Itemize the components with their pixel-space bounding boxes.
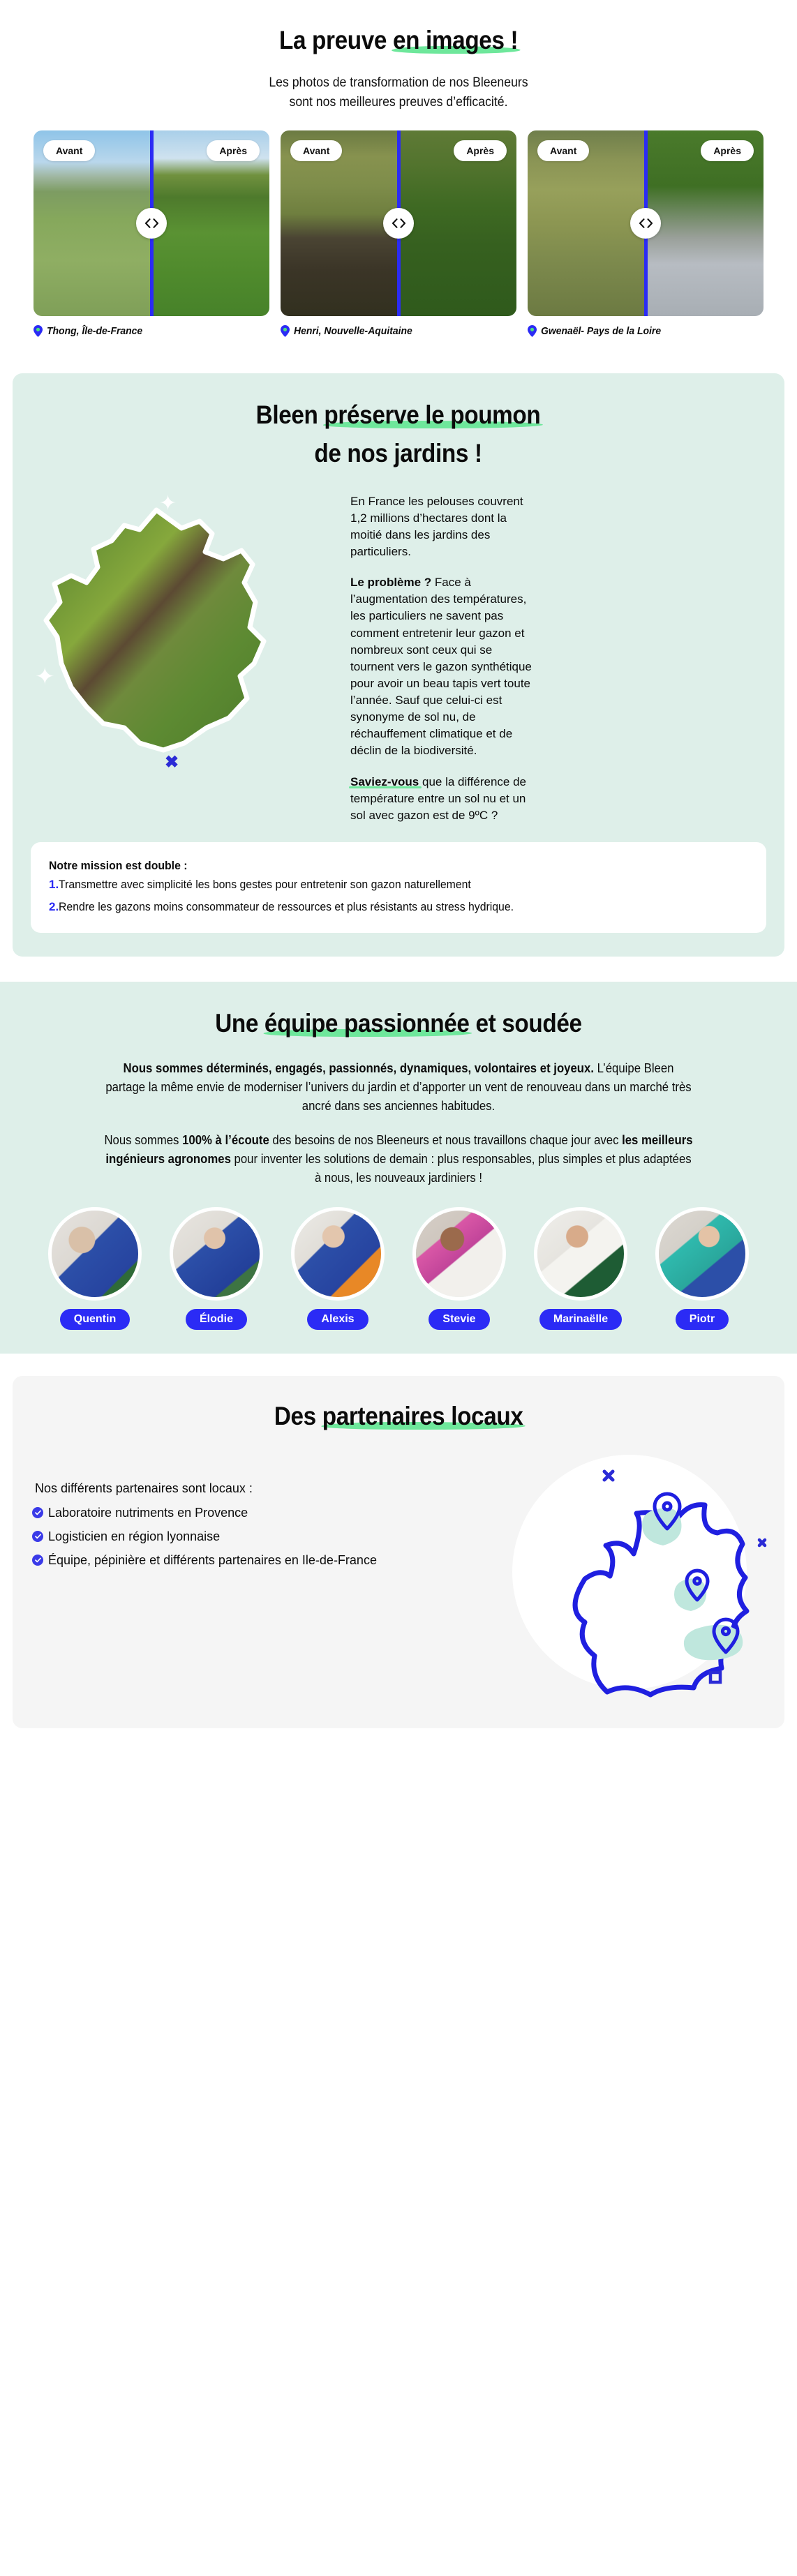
proof-caption-text: Thong, Île-de-France bbox=[47, 325, 143, 338]
chevron-right-icon bbox=[153, 218, 159, 228]
lung-para-2-bold: Le problème ? bbox=[350, 576, 432, 590]
proof-subtitle-line1: Les photos de transformation de nos Bleeneurs bbox=[269, 75, 528, 90]
avatar bbox=[291, 1207, 385, 1301]
partners-body bbox=[13, 1441, 784, 1707]
after-label: Après bbox=[207, 140, 260, 161]
proof-caption bbox=[528, 325, 764, 337]
sparkle-star-icon: ✦ bbox=[35, 663, 55, 690]
mission-item bbox=[49, 876, 748, 894]
proof-subtitle-line2: sont nos meilleures preuves d’efficacité. bbox=[289, 94, 508, 110]
partners-title-highlight: partenaires locaux bbox=[322, 1401, 523, 1430]
before-after-slider[interactable] bbox=[281, 130, 516, 316]
lung-title bbox=[13, 398, 784, 433]
location-pin-icon bbox=[281, 325, 290, 337]
before-label: Avant bbox=[290, 140, 342, 161]
proof-caption bbox=[281, 325, 516, 337]
lung-title-plain: Bleen bbox=[256, 400, 325, 430]
before-after-slider[interactable] bbox=[528, 130, 764, 316]
proof-title-highlight: en images ! bbox=[392, 26, 519, 54]
location-pin-icon bbox=[33, 325, 43, 337]
proof-card bbox=[33, 130, 269, 337]
team-member[interactable] bbox=[525, 1207, 636, 1330]
slider-handle[interactable] bbox=[383, 208, 414, 239]
partners-section bbox=[13, 1376, 784, 1728]
slider-handle[interactable] bbox=[136, 208, 167, 239]
team-member[interactable] bbox=[403, 1207, 515, 1330]
partner-list-item bbox=[32, 1552, 395, 1568]
team-title-plain-start: Une bbox=[215, 1008, 265, 1038]
team-member-name: Stevie bbox=[429, 1309, 489, 1330]
before-label: Avant bbox=[537, 140, 589, 161]
france-shape bbox=[20, 497, 299, 777]
mission-item bbox=[49, 899, 748, 916]
team-section bbox=[0, 982, 797, 1354]
sparkle-star-icon: ✦ bbox=[159, 491, 177, 515]
lung-body bbox=[13, 475, 784, 824]
proof-card bbox=[528, 130, 764, 337]
check-circle-icon bbox=[32, 1555, 43, 1566]
lung-para-2 bbox=[350, 574, 539, 759]
lung-para-3-rest: que la différence de température entre un sol nu et un sol avec gazon est de 9ºC ? bbox=[350, 774, 527, 822]
team-member-name: Alexis bbox=[307, 1309, 368, 1330]
lung-para-3 bbox=[350, 774, 539, 824]
lung-para-1: En France les pelouses couvrent 1,2 millions d’hectares dont la moitié dans les jardins des particuliers. bbox=[350, 494, 523, 559]
team-member-row bbox=[0, 1207, 797, 1330]
avatar bbox=[412, 1207, 506, 1301]
team-para-2-d: pour inventer les solutions de demain : plus responsables, plus simples et plus adaptées à nous, les nouveaux jardiniers ! bbox=[230, 1151, 692, 1185]
proof-subtitle bbox=[154, 73, 643, 112]
check-circle-icon bbox=[32, 1507, 43, 1518]
mission-item-number: 1. bbox=[49, 877, 59, 891]
lung-section bbox=[13, 373, 784, 957]
before-label: Avant bbox=[43, 140, 95, 161]
team-member-name: Marinaëlle bbox=[539, 1309, 622, 1330]
square-marker-icon bbox=[710, 1672, 720, 1682]
france-garden-map bbox=[20, 491, 348, 784]
team-member-name: Élodie bbox=[186, 1309, 247, 1330]
lung-title-highlight: préserve le poumon bbox=[324, 400, 541, 430]
lung-title-line2-text: de nos jardins ! bbox=[314, 438, 483, 467]
team-para-1 bbox=[64, 1059, 733, 1116]
chevron-right-icon bbox=[647, 218, 653, 228]
mission-card bbox=[31, 842, 766, 933]
team-member[interactable] bbox=[39, 1207, 151, 1330]
team-para-2-bold-1: 100% à l’écoute bbox=[182, 1132, 269, 1147]
partner-list-item bbox=[32, 1528, 395, 1545]
partner-list-item-text: Laboratoire nutriments en Provence bbox=[48, 1505, 248, 1520]
chevron-right-icon bbox=[400, 218, 406, 228]
partner-list-item-text: Logisticien en région lyonnaise bbox=[48, 1529, 221, 1543]
team-title-highlight: équipe passionnée bbox=[264, 1008, 470, 1038]
team-para-1-rest: L’équipe Bleen partage la même envie de moderniser l’univers du jardin et d’apporter un vent de renouveau dans un marché très ancré dans ses anciennes habitudes. bbox=[105, 1061, 692, 1113]
partners-list-wrap bbox=[32, 1456, 395, 1575]
team-para-2-a: Nous sommes bbox=[104, 1132, 183, 1147]
lung-para-2-rest: Face à l’augmentation des températures, les particuliers ne savent pas comment entretenir leur gazon et nombreux sont ceux qui se tournent vers le gazon synthétique pour avoir un beau tapis vert toute l’année. Sauf que celui-ci est synonyme de sol nu, de réchauffement climatique et de déclin de la biodiversité. bbox=[350, 576, 532, 758]
avatar bbox=[655, 1207, 749, 1301]
x-mark-icon: ✖ bbox=[165, 752, 179, 772]
team-member-name: Quentin bbox=[60, 1309, 130, 1330]
proof-caption-text: Gwenaël- Pays de la Loire bbox=[541, 325, 662, 338]
proof-card bbox=[281, 130, 516, 337]
slider-handle[interactable] bbox=[630, 208, 661, 239]
proof-section bbox=[0, 0, 797, 355]
after-label: Après bbox=[454, 140, 507, 161]
proof-title-plain: La preuve bbox=[278, 26, 393, 54]
avatar bbox=[534, 1207, 627, 1301]
location-pin-icon bbox=[528, 325, 537, 337]
team-member[interactable] bbox=[282, 1207, 394, 1330]
team-member-name: Piotr bbox=[676, 1309, 729, 1330]
avatar bbox=[48, 1207, 142, 1301]
mission-title: Notre mission est double : bbox=[49, 858, 188, 872]
chevron-left-icon bbox=[392, 218, 398, 228]
france-outline-map bbox=[491, 1442, 770, 1707]
team-para-1-bold: Nous sommes déterminés, engagés, passionnés, dynamiques, volontaires et joyeux. bbox=[123, 1061, 594, 1075]
proof-caption bbox=[33, 325, 269, 337]
mission-item-text: Transmettre avec simplicité les bons gestes pour entretenir son gazon naturellement bbox=[59, 877, 472, 891]
partner-list-item-text: Équipe, pépinière et différents partenaires en Ile-de-France bbox=[48, 1552, 377, 1567]
team-para-2-bold-2: les meilleurs ingénieurs agronomes bbox=[105, 1132, 693, 1166]
team-member[interactable] bbox=[161, 1207, 272, 1330]
lung-text bbox=[350, 491, 539, 824]
proof-card-row bbox=[0, 130, 797, 337]
avatar bbox=[170, 1207, 263, 1301]
lung-title-line2 bbox=[13, 437, 784, 471]
partner-list-item bbox=[32, 1504, 395, 1521]
team-title bbox=[0, 1007, 797, 1041]
check-circle-icon bbox=[32, 1531, 43, 1542]
mission-item-number: 2. bbox=[49, 900, 59, 914]
chevron-left-icon bbox=[639, 218, 645, 228]
proof-caption-text: Henri, Nouvelle-Aquitaine bbox=[294, 325, 412, 338]
team-title-plain-end: et soudée bbox=[469, 1008, 582, 1038]
x-mark-icon bbox=[759, 1540, 765, 1545]
chevron-left-icon bbox=[144, 218, 151, 228]
lung-para-3-bold: Saviez-vous bbox=[350, 774, 419, 788]
team-member[interactable] bbox=[646, 1207, 758, 1330]
before-after-slider[interactable] bbox=[33, 130, 269, 316]
team-para-2-c: des besoins de nos Bleeneurs et nous travaillons chaque jour avec bbox=[269, 1132, 623, 1147]
partners-lead: Nos différents partenaires sont locaux : bbox=[35, 1481, 253, 1495]
after-label: Après bbox=[701, 140, 754, 161]
team-para-2 bbox=[64, 1131, 733, 1188]
mission-item-text: Rendre les gazons moins consommateur de ressources et plus résistants au stress hydrique. bbox=[59, 900, 514, 914]
partners-map bbox=[395, 1456, 777, 1707]
proof-title bbox=[0, 24, 797, 58]
partners-title-plain: Des bbox=[274, 1401, 322, 1430]
partners-title bbox=[13, 1400, 784, 1434]
